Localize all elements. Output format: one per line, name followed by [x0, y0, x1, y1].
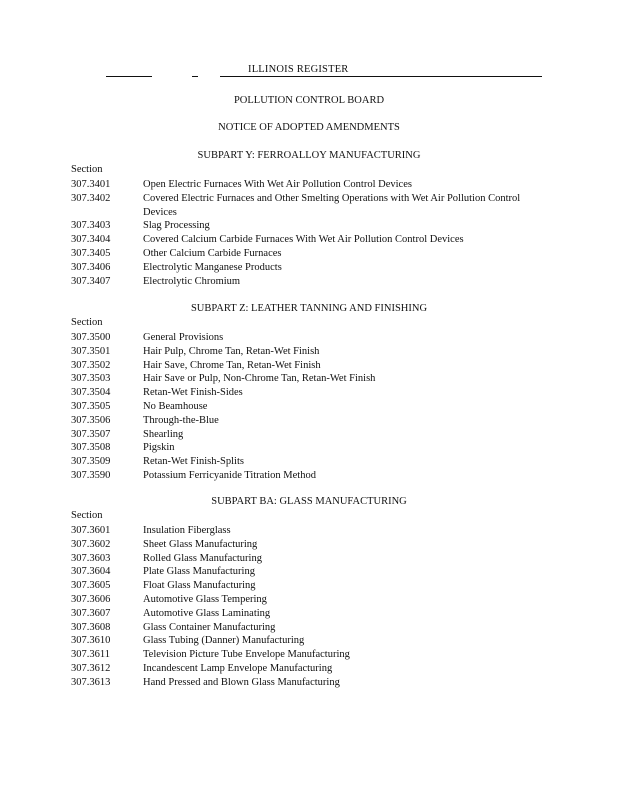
section-number: 307.3405: [71, 247, 111, 259]
section-number: 307.3602: [71, 538, 111, 550]
section-title: No Beamhouse: [143, 400, 208, 412]
register-title: ILLINOIS REGISTER: [248, 64, 349, 75]
subpart-heading-z: SUBPART Z: LEATHER TANNING AND FINISHING: [190, 303, 428, 314]
section-title: Through-the-Blue: [143, 414, 219, 426]
section-row: [71, 455, 551, 469]
section-number: 307.3606: [71, 593, 111, 605]
section-number: 307.3605: [71, 580, 111, 592]
section-title: Rolled Glass Manufacturing: [143, 552, 262, 564]
section-title: Automotive Glass Laminating: [143, 607, 271, 619]
section-list-y: [71, 178, 551, 288]
section-title: General Provisions: [143, 332, 224, 343]
section-number: 307.3608: [71, 621, 111, 633]
section-row: [71, 469, 551, 483]
section-row: [71, 648, 551, 662]
section-number: 307.3509: [71, 456, 111, 468]
header-rule-left: [106, 76, 152, 77]
section-title: Shearling: [143, 428, 184, 440]
subpart-heading-y: SUBPART Y: FERROALLOY MANUFACTURING: [197, 150, 421, 161]
section-row: [71, 621, 551, 635]
section-column-label: Section: [71, 510, 103, 521]
section-row: [71, 552, 551, 566]
section-row: [71, 428, 551, 442]
section-number: 307.3612: [71, 662, 111, 674]
section-number: 307.3506: [71, 414, 111, 426]
section-number: 307.3505: [71, 400, 111, 412]
section-number: 307.3508: [71, 442, 111, 454]
section-row: [71, 261, 551, 275]
section-title: Potassium Ferricyanide Titration Method: [143, 469, 316, 481]
section-row: [71, 359, 551, 373]
section-title: Automotive Glass Tempering: [143, 593, 267, 605]
section-title: Electrolytic Chromium: [143, 275, 241, 287]
section-row: [71, 634, 551, 648]
section-column-label: Section: [71, 164, 103, 175]
section-number: 307.3502: [71, 359, 111, 371]
section-row: [71, 275, 551, 289]
section-row: [71, 662, 551, 676]
section-title: Glass Container Manufacturing: [143, 621, 276, 633]
section-title: Television Picture Tube Envelope Manufacturing: [143, 649, 350, 661]
section-row: [71, 372, 551, 386]
section-row: [71, 579, 551, 593]
section-number: 307.3611: [71, 649, 110, 661]
section-row: [71, 676, 551, 690]
section-title: Slag Processing: [143, 220, 210, 232]
section-title: Other Calcium Carbide Furnaces: [143, 247, 282, 259]
section-row: [71, 178, 551, 192]
section-number: 307.3401: [71, 179, 111, 190]
section-number: 307.3590: [71, 469, 111, 481]
section-title: Insulation Fiberglass: [143, 525, 231, 536]
section-row: [71, 607, 551, 621]
section-number: 307.3610: [71, 635, 111, 647]
section-title: Float Glass Manufacturing: [143, 580, 256, 592]
section-row: [71, 414, 551, 428]
section-row: [71, 386, 551, 400]
section-row: [71, 219, 551, 233]
section-title: Covered Electric Furnaces and Other Smelting Operations with Wet Air Pollution Control Devices: [143, 192, 521, 218]
section-title: Hair Save, Chrome Tan, Retan-Wet Finish: [143, 359, 321, 371]
section-list-ba: [71, 524, 551, 690]
section-list-z: [71, 331, 551, 483]
section-title: Pigskin: [143, 442, 175, 454]
section-row: [71, 331, 551, 345]
section-number: 307.3613: [71, 676, 111, 688]
section-row: [71, 192, 551, 220]
section-number: 307.3406: [71, 261, 111, 273]
section-row: [71, 524, 551, 538]
section-number: 307.3500: [71, 332, 111, 343]
section-number: 307.3402: [71, 192, 111, 204]
section-row: [71, 441, 551, 455]
section-number: 307.3601: [71, 525, 111, 536]
section-title: Retan-Wet Finish-Splits: [143, 456, 244, 468]
section-title: Sheet Glass Manufacturing: [143, 538, 258, 550]
section-title: Hair Pulp, Chrome Tan, Retan-Wet Finish: [143, 345, 320, 357]
section-row: [71, 565, 551, 579]
section-title: Incandescent Lamp Envelope Manufacturing: [143, 662, 333, 674]
section-row: [71, 400, 551, 414]
section-title: Electrolytic Manganese Products: [143, 261, 282, 273]
section-title: Hair Save or Pulp, Non-Chrome Tan, Retan-Wet Finish: [143, 373, 376, 385]
section-number: 307.3603: [71, 552, 111, 564]
notice-title: NOTICE OF ADOPTED AMENDMENTS: [218, 122, 400, 133]
section-title: Retan-Wet Finish-Sides: [143, 387, 243, 399]
section-row: [71, 538, 551, 552]
section-number: 307.3503: [71, 373, 111, 385]
section-number: 307.3604: [71, 566, 111, 578]
section-row: [71, 593, 551, 607]
section-row: [71, 345, 551, 359]
section-number: 307.3403: [71, 220, 111, 232]
section-number: 307.3507: [71, 428, 111, 440]
header-rule-main: [220, 76, 542, 77]
section-title: Plate Glass Manufacturing: [143, 566, 255, 578]
section-number: 307.3404: [71, 234, 111, 246]
section-number: 307.3407: [71, 275, 111, 287]
section-row: [71, 247, 551, 261]
subpart-heading-ba: SUBPART BA: GLASS MANUFACTURING: [211, 496, 407, 507]
agency-title: POLLUTION CONTROL BOARD: [233, 95, 385, 106]
section-title: Covered Calcium Carbide Furnaces With Wet Air Pollution Control Devices: [143, 234, 464, 246]
header-rule-dot: [192, 76, 198, 77]
section-row: [71, 233, 551, 247]
section-column-label: Section: [71, 317, 103, 328]
section-number: 307.3607: [71, 607, 111, 619]
section-title: Hand Pressed and Blown Glass Manufacturing: [143, 676, 340, 688]
section-title: Glass Tubing (Danner) Manufacturing: [143, 635, 305, 647]
section-number: 307.3504: [71, 387, 111, 399]
section-title: Open Electric Furnaces With Wet Air Pollution Control Devices: [143, 179, 412, 190]
section-number: 307.3501: [71, 345, 111, 357]
